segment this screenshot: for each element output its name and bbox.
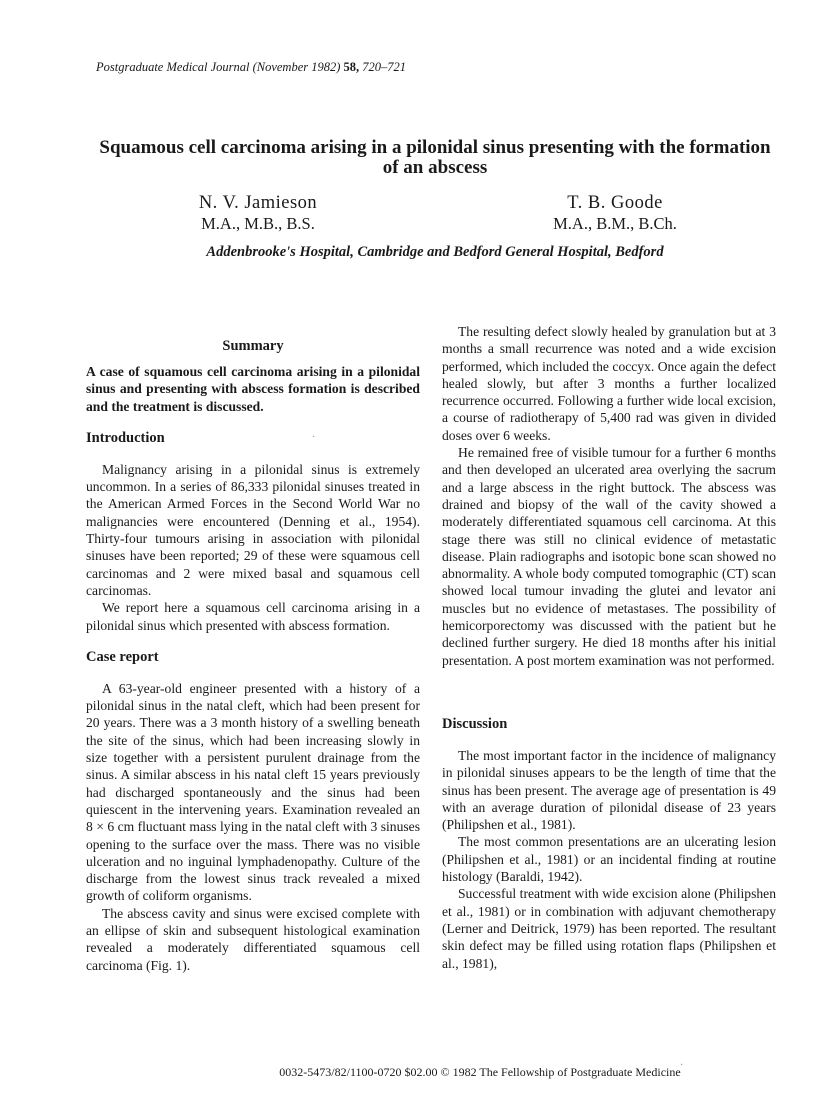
introduction-heading: Introduction [86,429,165,446]
paragraph: He remained free of visible tumour for a further 6 months and then developed an ulcerated area overlying the sacrum and a large abscess in the right buttock. The abscess was drained and biopsy of the wall of the cavity showed a moderately differentiated squamous cell carcinoma. At this stage there was still no clinical evidence of metastatic disease. Plain radiographs and isotopic bone scan showed no abnormality. A whole body computed tomographic (CT) scan showed local tumour invading the glutei and levator ani muscles but no evidence of metastases. The possibility of hemicorporectomy was discussed with the patient but he declined further surgery. He died 18 months after his initial presentation. A post mortem examination was not performed. [442,445,776,668]
paragraph: We report here a squamous cell carcinoma arising in a pilonidal sinus which presented with abscess formation. [86,600,420,633]
paragraph: The resulting defect slowly healed by granulation but at 3 months a small recurrence was noted and a wide excision performed, which included the coccyx. Once again the defect healed slowly, but after 3 months a further localized recurrence occurred. Following a further wide local excision, a course of radiotherapy of 5,400 rad was given in divided doses over 6 weeks. [442,324,776,443]
footer-copyright: 0032-5473/82/1100-0720 $02.00 © 1982 The Fellowship of Postgraduate Medicine [279,1065,681,1079]
author-degrees: M.A., B.M., B.Ch. [553,214,677,233]
summary-heading: Summary [222,338,284,354]
scan-speck: · [680,1060,684,1071]
author-block [168,192,348,233]
author-degrees: M.A., M.B., B.S. [201,214,315,233]
left-column [86,337,420,974]
article-title: Squamous cell carcinoma arising in a pilonidal sinus presenting with the formation of an abscess [99,137,771,178]
case-report-heading: Case report [86,648,159,665]
scan-speck: · [312,432,316,443]
author-name: N. V. Jamieson [198,193,318,213]
journal-volume: 58, [343,60,360,74]
paragraph: The most common presentations are an ulcerating lesion (Philipshen et al., 1981) or an incidental finding at routine histology (Baraldi, 1942). [442,834,776,885]
paragraph: Successful treatment with wide excision alone (Philipshen et al., 1981) or in combination with adjuvant chemotherapy (Lerner and Deitrick, 1979) has been reported. The resultant skin defect may be filled using rotation flaps (Philipshen et al., 1981), [442,886,776,971]
paragraph: Malignancy arising in a pilonidal sinus is extremely uncommon. In a series of 86,333 pilonidal sinuses treated in the American Armed Forces in the Second World War no malignancies were encountered (Denning et al., 1954). Thirty-four tumours arising in association with pilonidal sinuses have been reported; 29 of these were squamous cell carcinomas and 2 were mixed basal and squamous cell carcinomas. [86,461,420,598]
journal-name: Postgraduate Medical Journal [96,60,250,74]
author-block [520,192,710,233]
right-column [442,323,776,972]
author-name: T. B. Goode [567,193,663,213]
summary-text: A case of squamous cell carcinoma arising in a pilonidal sinus and presenting with abscess formation is described and the treatment is discussed. [86,364,420,414]
affiliation: Addenbrooke's Hospital, Cambridge and Bedford General Hospital, Bedford [206,244,664,260]
paragraph: The abscess cavity and sinus were excised complete with an ellipse of skin and subsequent histological examination revealed a moderately differentiated squamous cell carcinoma (Fig. 1). [86,905,420,973]
discussion-heading: Discussion [442,715,508,732]
journal-issue: (November 1982) [252,60,341,74]
journal-citation [96,60,406,75]
paragraph: The most important factor in the incidence of malignancy in pilonidal sinuses appears to be the length of time that the sinus has been present. The average age of presentation is 49 with an average duration of pilonidal disease of 23 years (Philipshen et al., 1981). [442,747,776,833]
journal-pages: 720–721 [362,60,407,74]
paragraph: A 63-year-old engineer presented with a history of a pilonidal sinus in the natal cleft, which had been present for 20 years. There was a 3 month history of a swelling beneath the site of the sinus, which had been increasing slowly in size together with a persistent purulent drainage from the sinus. A similar abscess in his natal cleft 15 years previously had discharged spontaneously and the sinus had been quiescent in the intervening years. Examination revealed an 8 × 6 cm fluctuant mass lying in the natal cleft with 3 sinuses opening to the surface over the mass. There was no visible ulceration and no inguinal lymphadenopathy. Culture of the discharge from the lowest sinus track revealed a mixed growth of coliform organisms. [86,680,420,904]
